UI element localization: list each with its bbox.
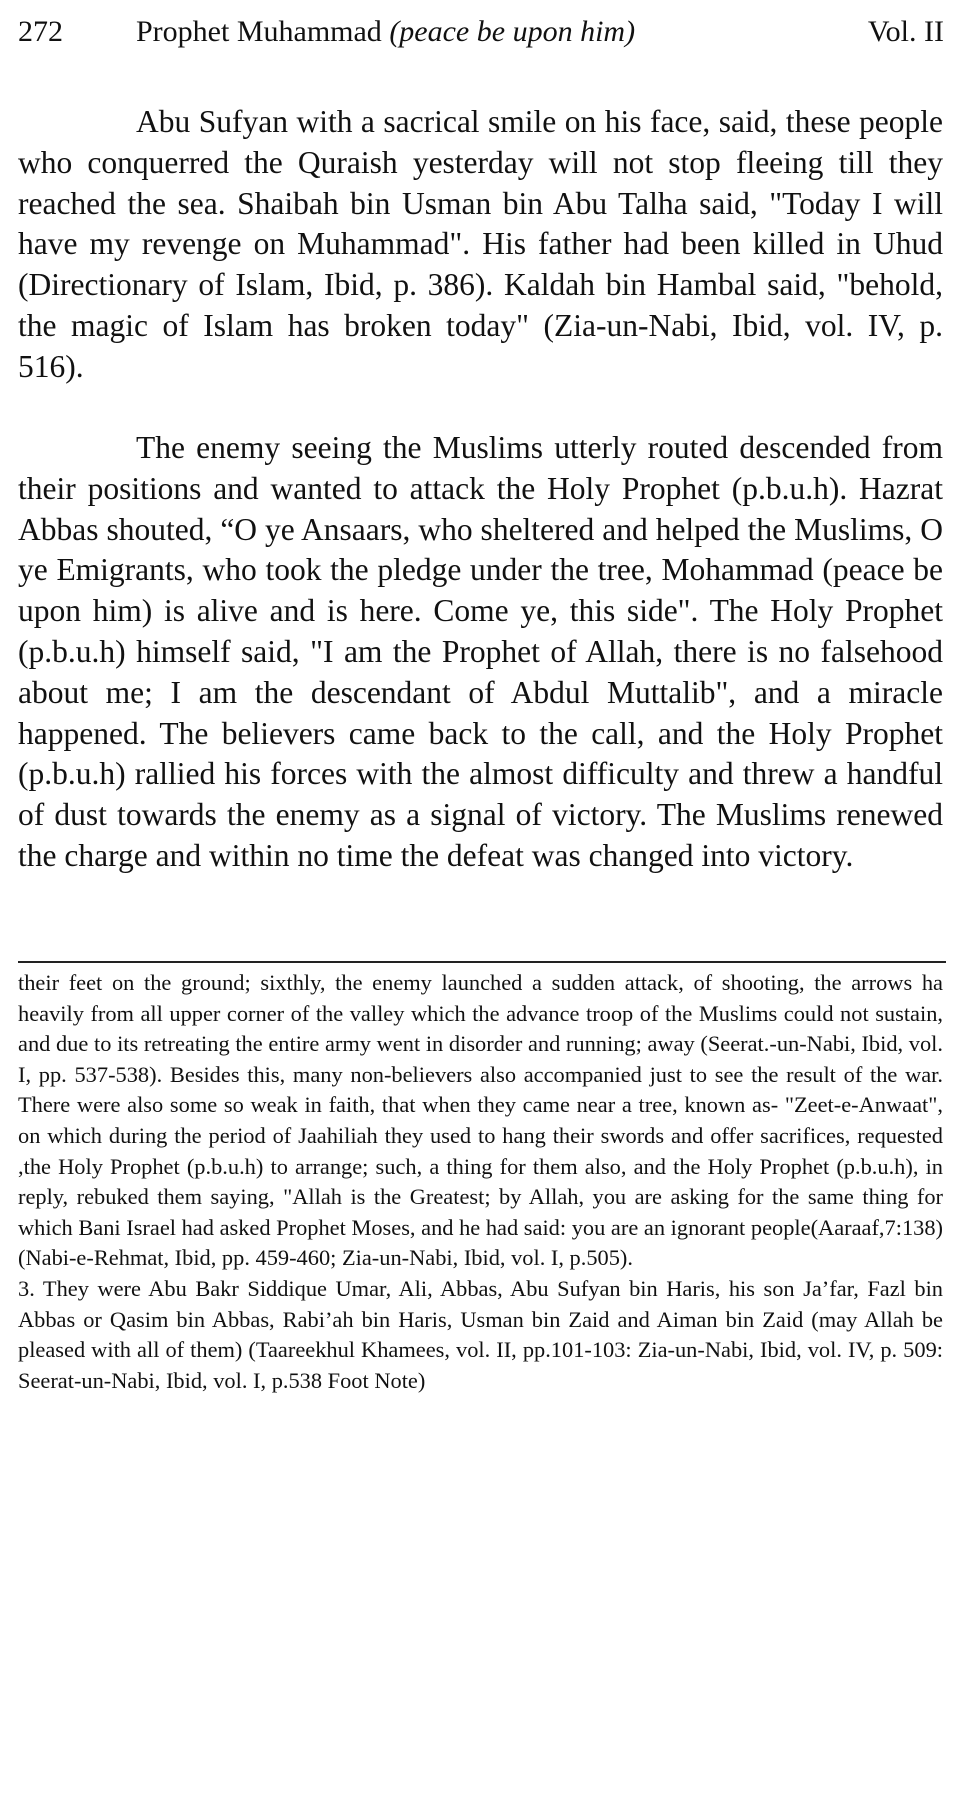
volume-label: Vol. II bbox=[867, 15, 944, 48]
footnote-continuation: their feet on the ground; sixthly, the enemy launched a sudden attack, of shooting, the arrows ha heavily from all upper corner of the valley which the advance troop of the Muslims could not sustain, and due to its retreating the entire army went in disorder and running; away (Seerat.-un-Nabi, Ibid, vol. I, pp. 537-538). Besides this, many non-believers also accompanied just to see the result of the war. There were also some so weak in faith, that when they came near a tree, known as- "Zeet-e-Anwaat", on which during the period of Jaahiliah they used to hang their swords and offer sacrifices, requested ,the Holy Prophet (p.b.u.h) to arrange; such, a thing for them also, and the Holy Prophet (p.b.u.h), in reply, rebuked them saying, "Allah is the Greatest; by Allah, you are asking for the same thing for which Bani Israel had asked Prophet Moses, and he had said: you are an ignorant people(Aaraaf,7:138) (Nabi-e-Rehmat, Ibid, pp. 459-460; Zia-un-Nabi, Ibid, vol. I, p.505). bbox=[18, 970, 943, 1271]
running-title bbox=[136, 2, 635, 62]
body-paragraph: The enemy seeing the Muslims utterly routed descended from their positions and wanted to attack the Holy Prophet (p.b.u.h). Hazrat Abbas shouted, “O ye Ansaars, who sheltered and helped the Muslims, O ye Emigrants, who took the pledge under the tree, Mohammad (peace be upon him) is alive and is here. Come ye, this side". The Holy Prophet (p.b.u.h) himself said, "I am the Prophet of Allah, there is no falsehood about me; I am the descendant of Abdul Muttalib", and a miracle happened. The believers came back to the call, and the Holy Prophet (p.b.u.h) rallied his forces with the almost difficulty and threw a handful of dust towards the enemy as a signal of victory. The Muslims renewed the charge and within no time the defeat was changed into victory. bbox=[18, 430, 943, 873]
footnote-3: 3. They were Abu Bakr Siddique Umar, Ali, Abbas, Abu Sufyan bin Haris, his son Ja’far, Fazl bin Abbas or Qasim bin Abbas, Rabi’ah bin Haris, Usman bin Zaid and Aiman bin Zaid (may Allah be pleased with all of them) (Taareekhul Khamees, vol. II, pp.101-103: Zia-un-Nabi, Ibid, vol. IV, p. 509: Seerat-un-Nabi, Ibid, vol. I, p.538 Foot Note) bbox=[18, 1275, 943, 1393]
footnote-divider bbox=[18, 961, 946, 963]
page-number: 272 bbox=[18, 15, 63, 48]
book-page bbox=[18, 0, 946, 1796]
running-title-italic: (peace be upon him) bbox=[389, 15, 636, 48]
body-paragraph: Abu Sufyan with a sacrical smile on his face, said, these people who conquerred the Quraish yesterday will not stop fleeing till they reached the sea. Shaibah bin Usman bin Abu Talha said, "Today I will have my revenge on Muhammad". His father had been killed in Uhud (Directionary of Islam, Ibid, p. 386). Kaldah bin Hambal said, "behold, the magic of Islam has broken today" (Zia-un-Nabi, Ibid, vol. IV, p. 516). bbox=[18, 104, 943, 384]
running-header bbox=[18, 0, 946, 60]
running-title-main: Prophet Muhammad bbox=[136, 15, 390, 48]
footnotes bbox=[18, 968, 943, 1396]
